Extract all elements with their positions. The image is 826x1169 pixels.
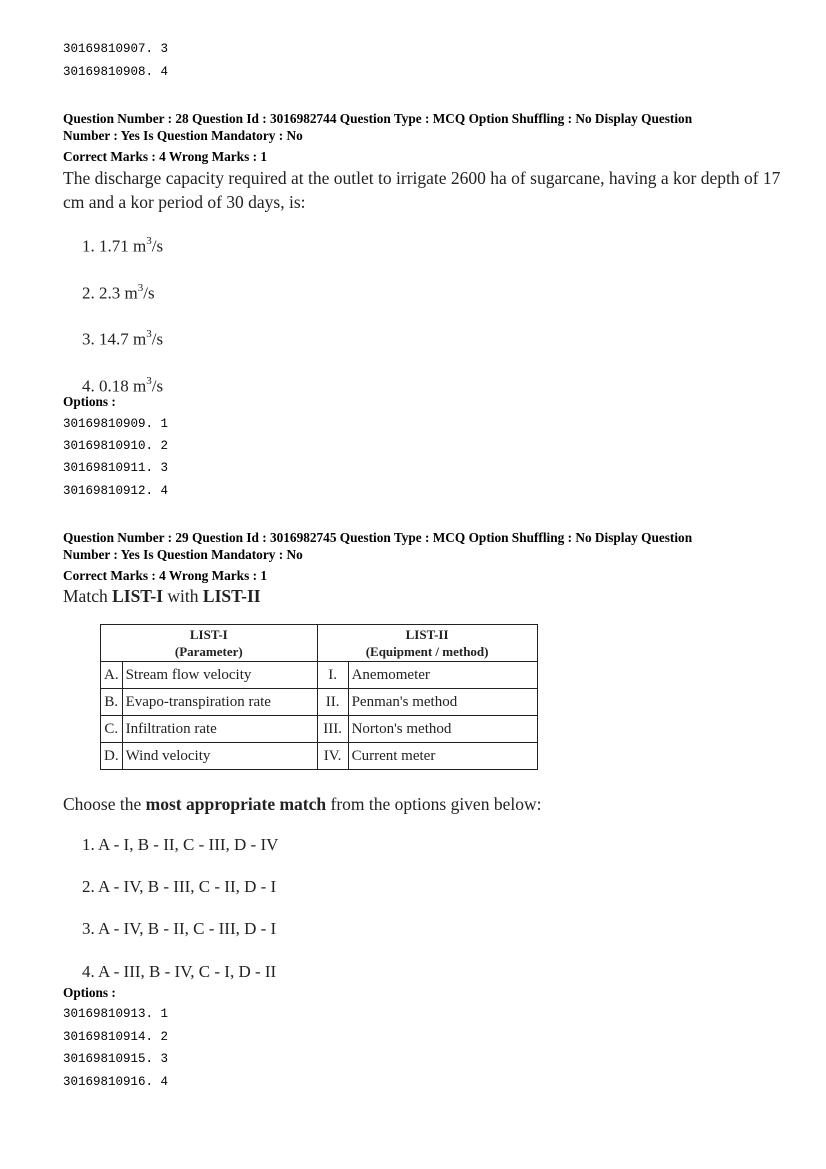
q29-meta-line2: Number : Yes Is Question Mandatory : No bbox=[63, 547, 303, 562]
q29-metadata bbox=[63, 529, 783, 563]
q28-options-label: Options : bbox=[63, 394, 116, 409]
q29-marks: Correct Marks : 4 Wrong Marks : 1 bbox=[63, 568, 267, 583]
match-table bbox=[100, 624, 538, 770]
q29-meta-line1: Question Number : 29 Question Id : 3016982745 Question Type : MCQ Option Shuffling : No Display Question bbox=[63, 530, 693, 545]
option-id: 30169810915. 3 bbox=[63, 1052, 169, 1066]
q28-meta-line1: Question Number : 28 Question Id : 3016982744 Question Type : MCQ Option Shuffling : No Display Question bbox=[63, 111, 693, 126]
q29-options-label: Options : bbox=[63, 985, 116, 1000]
option-id: 30169810912. 4 bbox=[63, 484, 169, 498]
option-id: 30169810913. 1 bbox=[63, 1007, 169, 1021]
q28-question-text: The discharge capacity required at the outlet to irrigate 2600 ha of sugarcane, having a kor depth of 17 cm and a kor period of 30 days, is: bbox=[63, 168, 781, 212]
option-id: 30169810911. 3 bbox=[63, 461, 169, 475]
q28-option-1: 1. 1.71 $m^3/s$ bbox=[82, 235, 164, 256]
list-1-header: LIST-I (Parameter) bbox=[101, 625, 318, 662]
q28-option-2: 2. 2.3 $m^3/s$ bbox=[82, 282, 155, 303]
q29-instruction: Choose the most appropriate match from the options given below: bbox=[63, 794, 542, 814]
table-row: A. Stream flow velocity I. Anemometer bbox=[101, 662, 538, 689]
option-id: 30169810916. 4 bbox=[63, 1075, 169, 1089]
q29-option-2: 2. A - IV, B - III, C - II, D - I bbox=[82, 877, 277, 896]
q29-intro: Match LIST-I with LIST-II bbox=[63, 586, 261, 606]
list-2-header: LIST-II (Equipment / method) bbox=[317, 625, 537, 662]
option-id: 30169810909. 1 bbox=[63, 417, 169, 431]
option-id: 30169810914. 2 bbox=[63, 1030, 169, 1044]
q28-option-4: 4. 0.18 $m^3/s$ bbox=[82, 375, 164, 396]
q29-option-1: 1. A - I, B - II, C - III, D - IV bbox=[82, 835, 279, 854]
option-id: 30169810908. 4 bbox=[63, 65, 169, 79]
match-table-header bbox=[101, 625, 538, 662]
table-row: D. Wind velocity IV. Current meter bbox=[101, 743, 538, 770]
q29-option-3: 3. A - IV, B - II, C - III, D - I bbox=[82, 919, 277, 938]
table-row: B. Evapo-transpiration rate II. Penman's method bbox=[101, 689, 538, 716]
q28-meta-line2: Number : Yes Is Question Mandatory : No bbox=[63, 128, 303, 143]
q28-marks: Correct Marks : 4 Wrong Marks : 1 bbox=[63, 149, 267, 164]
q28-metadata bbox=[63, 110, 783, 144]
table-row: C. Infiltration rate III. Norton's method bbox=[101, 716, 538, 743]
option-id: 30169810910. 2 bbox=[63, 439, 169, 453]
q28-option-3: 3. 14.7 $m^3/s$ bbox=[82, 328, 164, 349]
option-id: 30169810907. 3 bbox=[63, 42, 169, 56]
q29-option-4: 4. A - III, B - IV, C - I, D - II bbox=[82, 962, 277, 981]
